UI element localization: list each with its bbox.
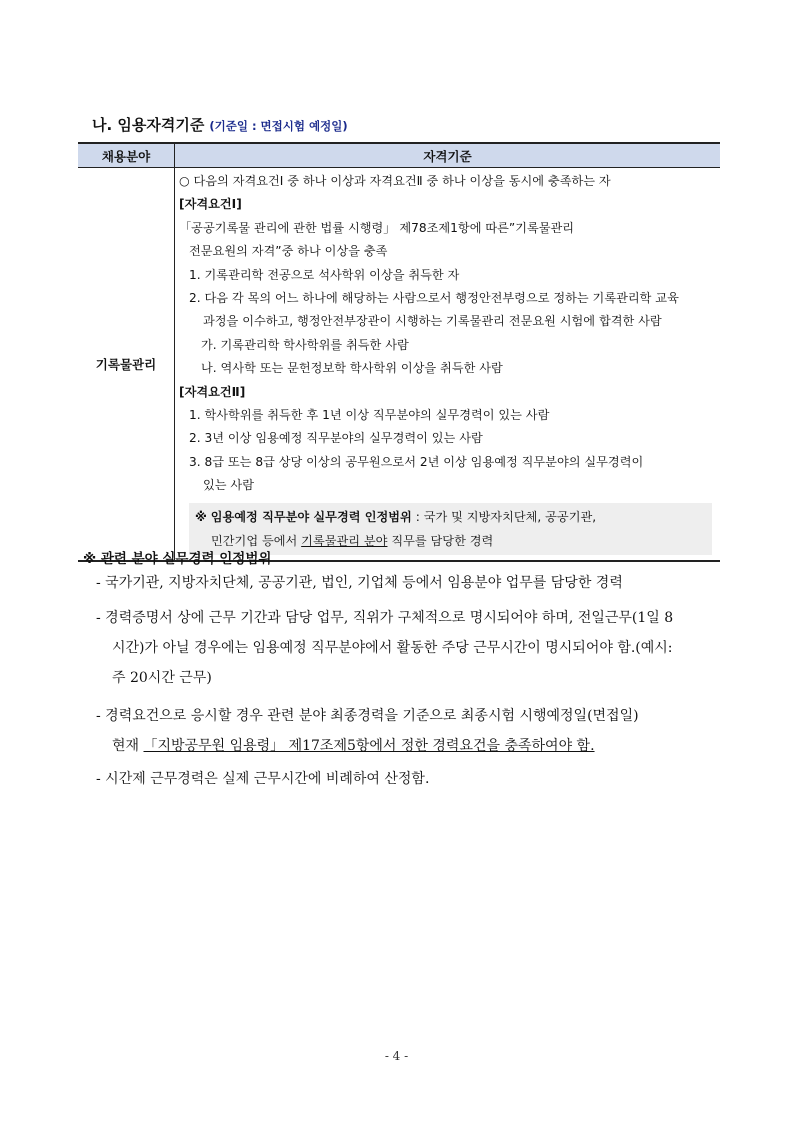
experience-para-4 <box>96 764 736 794</box>
criteria-line: 있는 사람 <box>203 478 254 493</box>
field-cell: 기록물관리 <box>78 168 175 561</box>
section-title <box>92 114 348 135</box>
requirement-2-heading: [자격요건Ⅱ] <box>179 384 246 399</box>
criteria-line: 나. 역사학 또는 문헌정보학 학사학위 이상을 취득한 사람 <box>201 361 503 376</box>
criteria-cell <box>175 168 721 561</box>
note-line2-pre: 민간기업 등에서 <box>211 533 302 548</box>
experience-para-2 <box>96 603 736 693</box>
criteria-line: 1. 학사학위를 취득한 후 1년 이상 직무분야의 실무경력이 있는 사람 <box>189 408 550 423</box>
note-rest: : 국가 및 지방자치단체, 공공기관, <box>411 509 597 524</box>
criteria-line: ○ 다음의 자격요건Ⅰ 중 하나 이상과 자격요건Ⅱ 중 하나 이상을 동시에 충족하는 자 <box>179 174 611 188</box>
note-mark: ※ <box>195 509 207 524</box>
criteria-line: 2. 3년 이상 임용예정 직무분야의 실무경력이 있는 사람 <box>189 431 483 446</box>
criteria-line: 1. 기록관리학 전공으로 석사학위 이상을 취득한 자 <box>189 267 460 282</box>
criteria-line: 과정을 이수하고, 행정안전부장관이 시행하는 기록물관리 전문요원 시험에 합격한 사람 <box>203 314 662 329</box>
para-line-pre: 현재 <box>112 738 144 754</box>
note-line2-underline: 기록물관리 분야 <box>301 533 388 548</box>
qualification-table <box>78 142 720 562</box>
table-row <box>78 168 720 561</box>
criteria-line: 「공공기록물 관리에 관한 법률 시행령」 제78조제1항에 따른”기록물관리 <box>179 220 575 235</box>
para-line-underline: 「지방공무원 임용령」 제17조제5항에서 정한 경력요건을 충족하여야 함. <box>143 738 595 754</box>
note-bold: 임용예정 직무분야 실무경력 인정범위 <box>210 509 412 524</box>
experience-para-1 <box>96 568 736 598</box>
table-header-row <box>78 143 720 168</box>
header-field: 채용분야 <box>78 143 175 168</box>
section-subtitle: (기준일 : 면접시험 예정일) <box>209 119 348 133</box>
requirement-1-heading: [자격요건Ⅰ] <box>179 197 242 212</box>
criteria-line: 가. 기록관리학 학사학위를 취득한 사람 <box>201 337 409 352</box>
experience-heading: ※ 관련 분야 실무경력 인정범위 <box>83 551 272 567</box>
para-line: - 경력증명서 상에 근무 기간과 담당 업무, 직위가 구체적으로 명시되어야 하며, 전일근무(1일 8 <box>96 610 674 626</box>
criteria-line: 전문요원의 자격”중 하나 이상을 충족 <box>189 244 388 259</box>
criteria-line: 2. 다음 각 목의 어느 하나에 해당하는 사람으로서 행정안전부령으로 정하는 기록관리학 교육 <box>189 291 679 306</box>
para-line: - 국가기관, 지방자치단체, 공공기관, 법인, 기업체 등에서 임용분야 업무를 담당한 경력 <box>96 575 623 591</box>
experience-para-3 <box>96 701 736 761</box>
note-line2-post: 직무를 담당한 경력 <box>387 533 494 548</box>
header-criteria: 자격기준 <box>175 143 721 168</box>
section-title-text: 나. 임용자격기준 <box>92 116 205 134</box>
para-line: 주 20시간 근무) <box>112 670 212 686</box>
para-line: - 경력요건으로 응시할 경우 관련 분야 최종경력을 기준으로 최종시험 시행예정일(면접일) <box>96 708 639 724</box>
page-number: - 4 - <box>384 1049 409 1063</box>
para-line: 시간)가 아닐 경우에는 임용예정 직무분야에서 활동한 주당 근무시간이 명시되어야 함.(예시: <box>112 640 673 656</box>
criteria-line: 3. 8급 또는 8급 상당 이상의 공무원으로서 2년 이상 임용예정 직무분야의 실무경력이 <box>189 454 644 469</box>
para-line: - 시간제 근무경력은 실제 근무시간에 비례하여 산정함. <box>96 771 430 787</box>
